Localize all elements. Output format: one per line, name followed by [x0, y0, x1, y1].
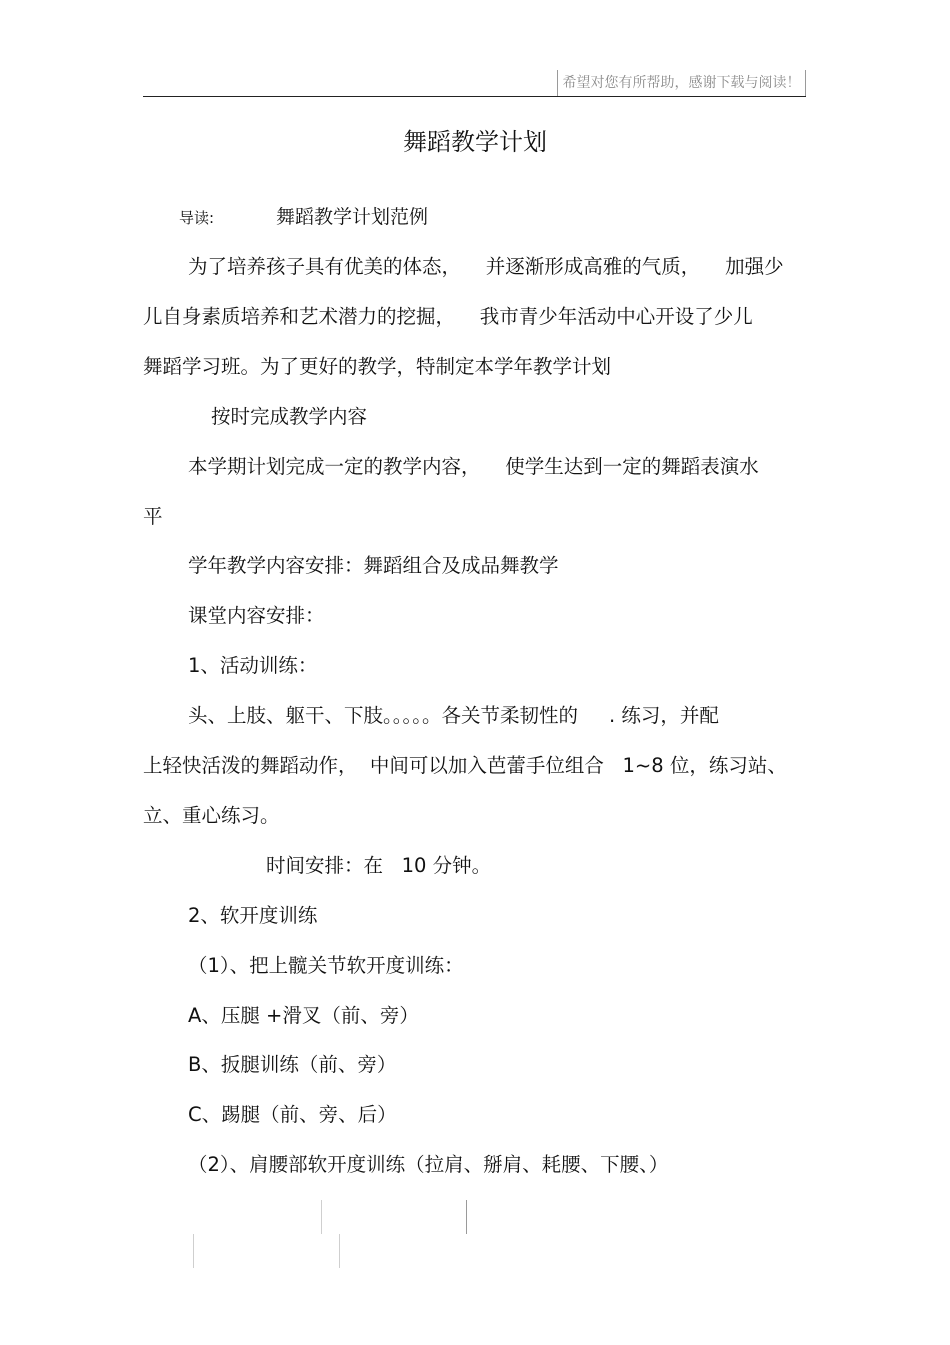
table-border-line	[193, 1234, 194, 1268]
sub-heading: （1）、把上髋关节软开度训练：	[188, 954, 464, 977]
sub-heading: （2）、肩腰部软开度训练（拉肩、掰肩、耗腰、下腰、）	[188, 1153, 669, 1176]
body-line: 立、重心练习。	[143, 804, 280, 827]
list-item: A、压腿 +滑叉（前、旁）	[188, 1004, 419, 1027]
body-line: 本学期计划完成一定的教学内容， 使学生达到一定的舞蹈表演水	[188, 455, 759, 478]
table-border-line	[321, 1200, 322, 1234]
body-line: 头、上肢、躯干、下肢。。。。。各关节柔韧性的 . 练习，并配	[188, 704, 719, 727]
body-line: 为了培养孩子具有优美的体态， 并逐渐形成高雅的气质， 加强少	[188, 255, 784, 278]
list-item: B、扳腿训练（前、旁）	[188, 1053, 397, 1076]
table-border-line	[339, 1234, 340, 1268]
lead-text: 舞蹈教学计划范例	[276, 206, 429, 228]
list-item: C、踢腿（前、旁、后）	[188, 1103, 397, 1126]
lead-line	[179, 202, 428, 233]
body-line: 舞蹈学习班。为了更好的教学，特制定本学年教学计划	[143, 355, 612, 378]
body-line: 儿自身素质培养和艺术潜力的挖掘， 我市青少年活动中心开设了少儿	[143, 305, 753, 328]
document-title: 舞蹈教学计划	[403, 128, 547, 156]
body-line: 课堂内容安排：	[188, 604, 325, 627]
lead-label: 导读:	[179, 209, 215, 227]
header-rule	[143, 96, 806, 97]
table-border-line	[466, 1200, 467, 1234]
body-line: 时间安排：在 10 分钟。	[266, 854, 492, 877]
section-heading: 按时完成教学内容	[211, 405, 368, 428]
body-line: 上轻快活泼的舞蹈动作， 中间可以加入芭蕾手位组合 1~8 位，练习站、	[143, 754, 787, 777]
list-heading: 2、软开度训练	[188, 904, 318, 927]
body-line: 平	[143, 505, 163, 528]
body-line: 学年教学内容安排：舞蹈组合及成品舞教学	[188, 554, 559, 577]
header-note: 希望对您有所帮助，感谢下载与阅读！	[557, 70, 806, 96]
list-heading: 1、活动训练：	[188, 654, 318, 677]
